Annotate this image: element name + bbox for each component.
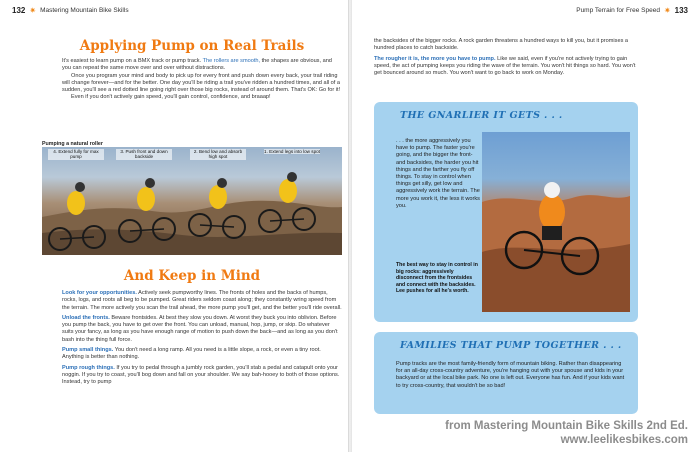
footer-website[interactable]: www.leelikesbikes.com xyxy=(560,434,688,446)
right-page-number: 133 xyxy=(674,6,688,15)
tip-lead: Pump small things. xyxy=(62,347,114,354)
continued-paragraph: the backsides of the bigger rocks. A rock garden threatens a hundred ways to kill you, but it promises a hundred places to catch backside. xyxy=(374,38,629,52)
intro-part-b: The rollers are smooth, xyxy=(202,58,261,64)
right-page xyxy=(352,0,700,452)
intro-part-c: the shapes are obvious, and you can repeat the same move over and over without distractions. xyxy=(62,58,332,72)
left-header xyxy=(12,6,129,15)
tip-text: You don't need a long ramp. All you need is a little slope, a rock, or even a tiny root. Anything is better than nothing. xyxy=(62,347,321,361)
section-title-applying-pump: Applying Pump on Real Trails xyxy=(79,38,305,54)
right-top-text xyxy=(374,38,642,80)
rock-riding-photo xyxy=(482,132,630,312)
sidebar-families xyxy=(374,332,638,414)
tip-lead: The rougher it is, the more you have to pump. xyxy=(374,55,496,62)
footer-source: from Mastering Mountain Bike Skills 2nd Ed. xyxy=(445,420,688,432)
sidebar-gnarlier xyxy=(374,102,638,322)
step-label-3: 3. Push front and down backside xyxy=(116,149,172,160)
sidebar-gnarlier-text: . . . the more aggressively you have to pump. The faster you're going, and the bigger the front- and backsides, the harder you hit things and the farther you fly off things. To stay in control when things get silly, get low and aggressively work the terrain. The more you work it, the less it works you. xyxy=(396,138,480,209)
right-header-title: Pump Terrain for Free Speed xyxy=(576,7,660,14)
tip-text: Beware frontsides. At best they slow you down. At worst they buck you into oblivion. Before you pump the back, you have to get over the front. You can unload, manual, hop, jump, or skip. Do whatever suits your fancy, as long as you have enough range of motion to push down the back—and as long as you don't bash into the thing full force. xyxy=(62,314,338,343)
sidebar-gnarlier-title: THE GNARLIER IT GETS . . . xyxy=(400,110,563,121)
tip-small-things xyxy=(62,347,342,362)
paragraph-three: Even if you don't actively gain speed, you'll gain control, confidence, and braaap! xyxy=(71,94,271,101)
tip-rougher xyxy=(374,56,642,78)
intro-part-a: It's easiest to learn pump on a BMX track or pump track. xyxy=(62,58,203,64)
sidebar-families-title: FAMILIES THAT PUMP TOGETHER . . . xyxy=(400,340,622,351)
photo-caption: Pumping a natural roller xyxy=(42,141,103,147)
tip-rough-things xyxy=(62,365,342,387)
sidebar-gnarlier-caption: The best way to stay in control in big rocks: aggressively disconnect from the frontsides and connect with the backsides. Lee pushes for all he's worth. xyxy=(396,262,478,295)
tip-opportunities xyxy=(62,290,342,312)
tip-unload-fronts xyxy=(62,315,342,344)
left-book-title: Mastering Mountain Bike Skills xyxy=(40,7,129,14)
intro-paragraph xyxy=(62,58,342,73)
tip-text: If you try to pedal through a jumbly rock garden, you'll stab a pedal and catapult onto your noggin. If you try to coast, you'll bog down and fall on your shoulder. We say bah-hooey to both of those options. Instead, try to pump xyxy=(62,364,340,386)
star-icon: ✷ xyxy=(663,6,671,15)
tip-lead: Pump rough things. xyxy=(62,364,115,371)
intro-text xyxy=(62,58,342,102)
step-label-2: 2. Bend low and absorb high spot xyxy=(190,149,246,160)
right-header xyxy=(576,6,688,15)
tips-list xyxy=(62,290,342,390)
left-page xyxy=(0,0,348,452)
paragraph-two: Once you program your mind and body to pick up for every front and push down every back, your trail riding will change forever—and for the better. One day you'll be riding a trail you've ridden a hundred times, and all of a sudden, you'll see a red dotted line going right over those big rocks, instead of around them. That's OK: Go for it! xyxy=(62,72,341,94)
sidebar-families-text: Pump tracks are the most family-friendly form of mountain biking. Rather than disappearing for an all-day cross-country adventure, you're hanging out with your spouse and kids in your backyard or at the local bike park. No one is left out. Everyone has fun. And if your kids want to try cross-country, that wouldn't be so bad! xyxy=(396,361,625,389)
tip-lead: Unload the fronts. xyxy=(62,314,110,321)
tip-text: Like we said, even if you're not actively trying to gain speed, the act of pumping keeps you riding the wave of the terrain. You won't hit things so hard. You won't get bounced around so much. You won't want to go back to work on Monday. xyxy=(374,55,636,77)
tip-text: Actively seek pumpworthy lines. The fronts of holes and the backs of humps, rocks, logs, and roots all beg to be pumped. Great riders seldom coast along; they constantly wring speed from the terrain. The more actively you scan the trail ahead, the more pump you'll get, and the better you'll ride overall. xyxy=(62,290,342,311)
step-label-1: 1. Extend legs into low spot xyxy=(264,149,320,154)
tip-lead: Look for your opportunities. xyxy=(62,290,137,296)
pump-sequence-photo xyxy=(42,147,342,255)
step-label-4: 4. Extend fully for max pump xyxy=(48,149,104,160)
left-page-number: 132 xyxy=(12,6,26,15)
star-icon: ✷ xyxy=(29,6,37,15)
section-title-keep-in-mind: And Keep in Mind xyxy=(123,268,261,284)
